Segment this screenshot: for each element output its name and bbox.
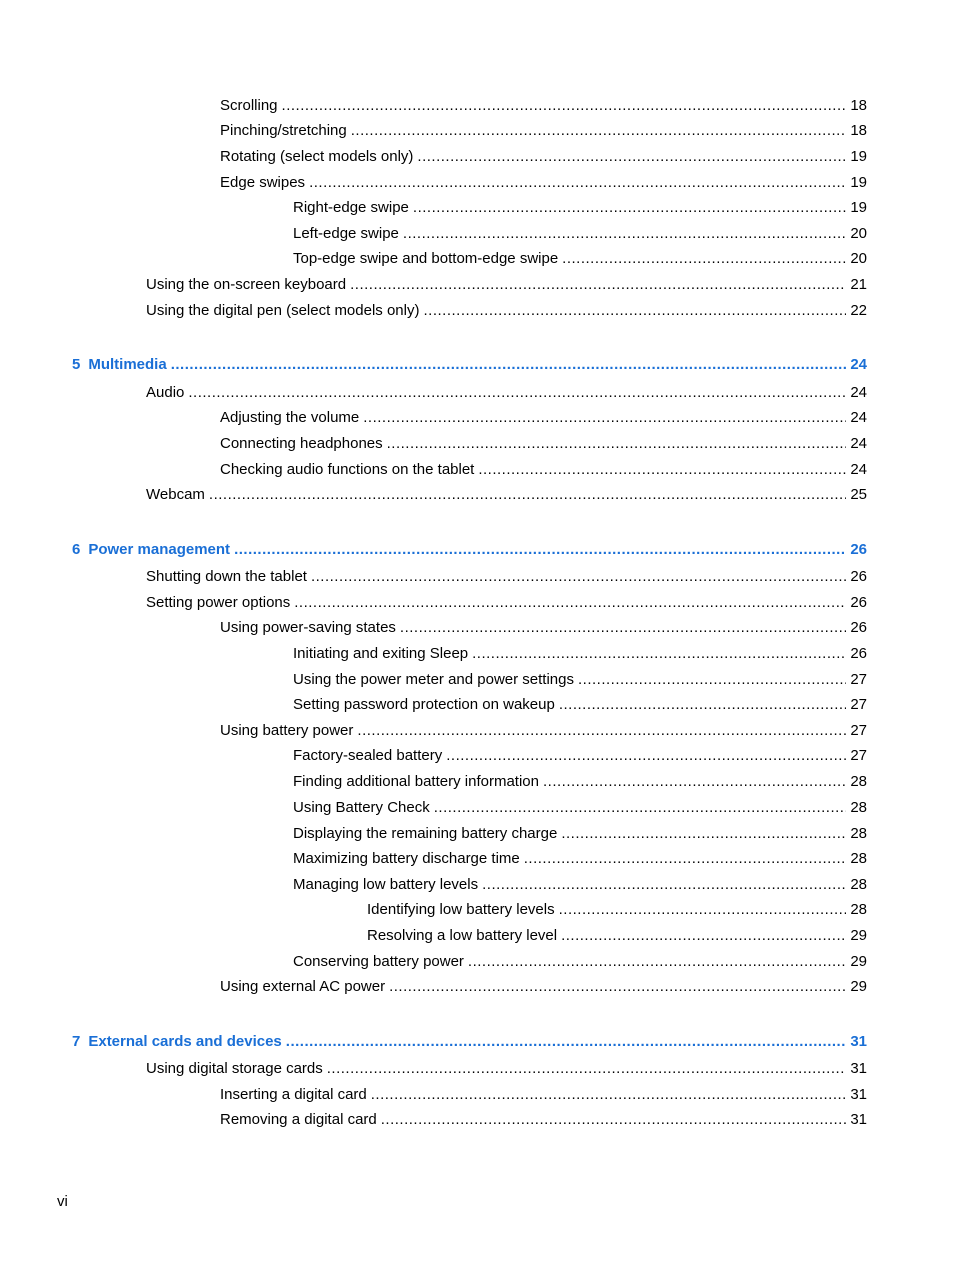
toc-entry-title: Using digital storage cards [146, 1060, 323, 1077]
toc-entry-page: 31 [850, 1060, 867, 1077]
toc-entry-page: 24 [850, 384, 867, 401]
toc-entry-page: 20 [850, 250, 867, 267]
toc-entry-page: 20 [850, 225, 867, 242]
toc-chapter-title [72, 539, 234, 561]
dot-leader [327, 1058, 847, 1080]
dot-leader [209, 484, 846, 506]
toc-entry-resolving-low-battery[interactable] [367, 925, 867, 947]
dot-leader [282, 95, 847, 117]
toc-entry-page: 28 [850, 799, 867, 816]
toc-entry-title: Checking audio functions on the tablet [220, 461, 475, 478]
chapter-number: 6 [72, 541, 81, 558]
toc-entry-external-ac-power[interactable] [220, 976, 867, 998]
dot-leader [562, 248, 846, 270]
toc-entry-connecting-headphones[interactable] [220, 433, 867, 455]
toc-entry-title: Resolving a low battery level [367, 927, 558, 944]
toc-entry-page: 18 [850, 97, 867, 114]
toc-entry-battery-check[interactable] [293, 797, 867, 819]
chapter-name: Multimedia [88, 356, 167, 373]
toc-entry-title: Using the digital pen (select models only) [146, 302, 420, 319]
toc-entry-title: Connecting headphones [220, 435, 383, 452]
toc-entry-setting-power-options[interactable] [146, 592, 867, 614]
toc-entry-audio[interactable] [146, 382, 867, 404]
chapter-number: 7 [72, 1033, 81, 1050]
toc-entry-title: Removing a digital card [220, 1111, 377, 1128]
dot-leader [561, 925, 846, 947]
toc-entry-title: Initiating and exiting Sleep [293, 645, 469, 662]
toc-entry-title: Left-edge swipe [293, 225, 399, 242]
toc-entry-title: Shutting down the tablet [146, 568, 307, 585]
toc-entry-title: Inserting a digital card [220, 1086, 367, 1103]
toc-entry-page: 25 [850, 486, 867, 503]
toc-entry-title: Adjusting the volume [220, 409, 360, 426]
dot-leader [363, 407, 846, 429]
toc-entry-page: 18 [850, 122, 867, 139]
dot-leader [413, 197, 846, 219]
toc-chapter-multimedia[interactable] [72, 354, 867, 376]
toc-entry-power-meter[interactable] [293, 669, 867, 691]
toc-entry-title: Top-edge swipe and bottom-edge swipe [293, 250, 559, 267]
dot-leader [400, 617, 846, 639]
toc-chapter-page: 24 [850, 356, 867, 373]
toc-chapter-power-management[interactable] [72, 539, 867, 561]
toc-entry-page: 21 [850, 276, 867, 293]
chapter-number: 5 [72, 356, 81, 373]
toc-entry-page: 24 [850, 435, 867, 452]
toc-entry-page: 28 [850, 901, 867, 918]
toc-entry-top-bottom-edge-swipe[interactable] [293, 248, 867, 270]
chapter-name: External cards and devices [88, 1033, 282, 1050]
page-number: vi [57, 1193, 68, 1210]
toc-entry-webcam[interactable] [146, 484, 867, 506]
dot-leader [234, 539, 846, 561]
toc-entry-page: 26 [850, 645, 867, 662]
toc-entry-inserting-card[interactable] [220, 1084, 867, 1106]
dot-leader [482, 874, 846, 896]
dot-leader [559, 694, 846, 716]
toc-entry-low-battery-levels[interactable] [293, 874, 867, 896]
dot-leader [417, 146, 846, 168]
toc-entry-digital-storage-cards[interactable] [146, 1058, 867, 1080]
dot-leader [578, 669, 846, 691]
toc-entry-page: 27 [850, 671, 867, 688]
toc-entry-password-wakeup[interactable] [293, 694, 867, 716]
toc-entry-page: 28 [850, 876, 867, 893]
toc-entry-page: 31 [850, 1086, 867, 1103]
toc-entry-right-edge-swipe[interactable] [293, 197, 867, 219]
toc-entry-page: 19 [850, 148, 867, 165]
toc-entry-page: 26 [850, 619, 867, 636]
toc-entry-title: Managing low battery levels [293, 876, 479, 893]
dot-leader [188, 382, 846, 404]
toc-entry-title: Setting password protection on wakeup [293, 696, 555, 713]
dot-leader [524, 848, 847, 870]
toc-entry-remaining-charge[interactable] [293, 823, 867, 845]
toc-chapter-external-cards[interactable] [72, 1031, 867, 1053]
toc-entry-title: Finding additional battery information [293, 773, 539, 790]
toc-chapter-page: 26 [850, 541, 867, 558]
dot-leader [371, 1084, 847, 1106]
toc-entry-checking-audio[interactable] [220, 459, 867, 481]
toc-entry-battery-information[interactable] [293, 771, 867, 793]
toc-entry-title: Factory-sealed battery [293, 747, 443, 764]
dot-leader [472, 643, 846, 665]
dot-leader [350, 274, 846, 296]
dot-leader [351, 120, 847, 142]
dot-leader [468, 951, 846, 973]
toc-entry-title: Using Battery Check [293, 799, 430, 816]
toc-entry-page: 28 [850, 773, 867, 790]
dot-leader [561, 823, 846, 845]
toc-entry-page: 22 [850, 302, 867, 319]
toc-entry-digital-pen[interactable] [146, 300, 867, 322]
dot-leader [559, 899, 847, 921]
toc-entry-on-screen-keyboard[interactable] [146, 274, 867, 296]
toc-entry-rotating[interactable] [220, 146, 867, 168]
toc-entry-page: 29 [850, 927, 867, 944]
toc-entry-sleep[interactable] [293, 643, 867, 665]
toc-entry-page: 19 [850, 199, 867, 216]
toc-entry-power-saving-states[interactable] [220, 617, 867, 639]
dot-leader [543, 771, 846, 793]
toc-entry-title: Scrolling [220, 97, 278, 114]
toc-entry-title: Using battery power [220, 722, 354, 739]
toc-entry-title: Conserving battery power [293, 953, 464, 970]
dot-leader [403, 223, 846, 245]
dot-leader [171, 354, 847, 376]
dot-leader [381, 1109, 847, 1131]
toc-entry-pinching-stretching[interactable] [220, 120, 867, 142]
toc-entry-adjusting-volume[interactable] [220, 407, 867, 429]
toc-entry-page: 29 [850, 978, 867, 995]
toc-entry-identifying-low-battery[interactable] [367, 899, 867, 921]
toc-chapter-title [72, 1031, 286, 1053]
toc-entry-page: 26 [850, 568, 867, 585]
toc-entry-page: 31 [850, 1111, 867, 1128]
toc-entry-conserving-battery[interactable] [293, 951, 867, 973]
dot-leader [311, 566, 846, 588]
toc-entry-page: 27 [850, 722, 867, 739]
toc-entry-title: Maximizing battery discharge time [293, 850, 520, 867]
toc-entry-battery-power[interactable] [220, 720, 867, 742]
dot-leader [478, 459, 846, 481]
toc-entry-title: Identifying low battery levels [367, 901, 555, 918]
toc-entry-title: Displaying the remaining battery charge [293, 825, 558, 842]
toc-entry-title: Webcam [146, 486, 205, 503]
toc-entry-page: 28 [850, 825, 867, 842]
toc-entry-title: Using the power meter and power settings [293, 671, 574, 688]
toc-entry-title: Using power-saving states [220, 619, 396, 636]
toc-entry-title: Using external AC power [220, 978, 386, 995]
toc-entry-scrolling[interactable] [220, 95, 867, 117]
toc-entry-page: 28 [850, 850, 867, 867]
toc-entry-left-edge-swipe[interactable] [293, 223, 867, 245]
dot-leader [309, 172, 846, 194]
toc-entry-title: Using the on-screen keyboard [146, 276, 347, 293]
dot-leader [294, 592, 846, 614]
toc-entry-title: Rotating (select models only) [220, 148, 414, 165]
toc-entry-page: 29 [850, 953, 867, 970]
toc-entry-page: 19 [850, 174, 867, 191]
toc-entry-title: Right-edge swipe [293, 199, 409, 216]
dot-leader [387, 433, 847, 455]
toc-entry-page: 26 [850, 594, 867, 611]
toc-entry-title: Edge swipes [220, 174, 306, 191]
toc-entry-title: Setting power options [146, 594, 291, 611]
dot-leader [423, 300, 846, 322]
toc-entry-title: Audio [146, 384, 185, 401]
toc-entry-page: 24 [850, 461, 867, 478]
toc-entry-page: 27 [850, 747, 867, 764]
toc-entry-factory-sealed-battery[interactable] [293, 745, 867, 767]
chapter-name: Power management [88, 541, 231, 558]
toc-entry-shutting-down[interactable] [146, 566, 867, 588]
toc-chapter-page: 31 [850, 1033, 867, 1050]
toc-entry-title: Pinching/stretching [220, 122, 347, 139]
dot-leader [446, 745, 846, 767]
toc-entry-page: 24 [850, 409, 867, 426]
toc-chapter-title [72, 354, 171, 376]
toc-entry-page: 27 [850, 696, 867, 713]
dot-leader [389, 976, 846, 998]
toc-entry-removing-card[interactable] [220, 1109, 867, 1131]
dot-leader [286, 1031, 847, 1053]
dot-leader [357, 720, 846, 742]
dot-leader [434, 797, 847, 819]
toc-entry-edge-swipes[interactable] [220, 172, 867, 194]
toc-entry-discharge-time[interactable] [293, 848, 867, 870]
